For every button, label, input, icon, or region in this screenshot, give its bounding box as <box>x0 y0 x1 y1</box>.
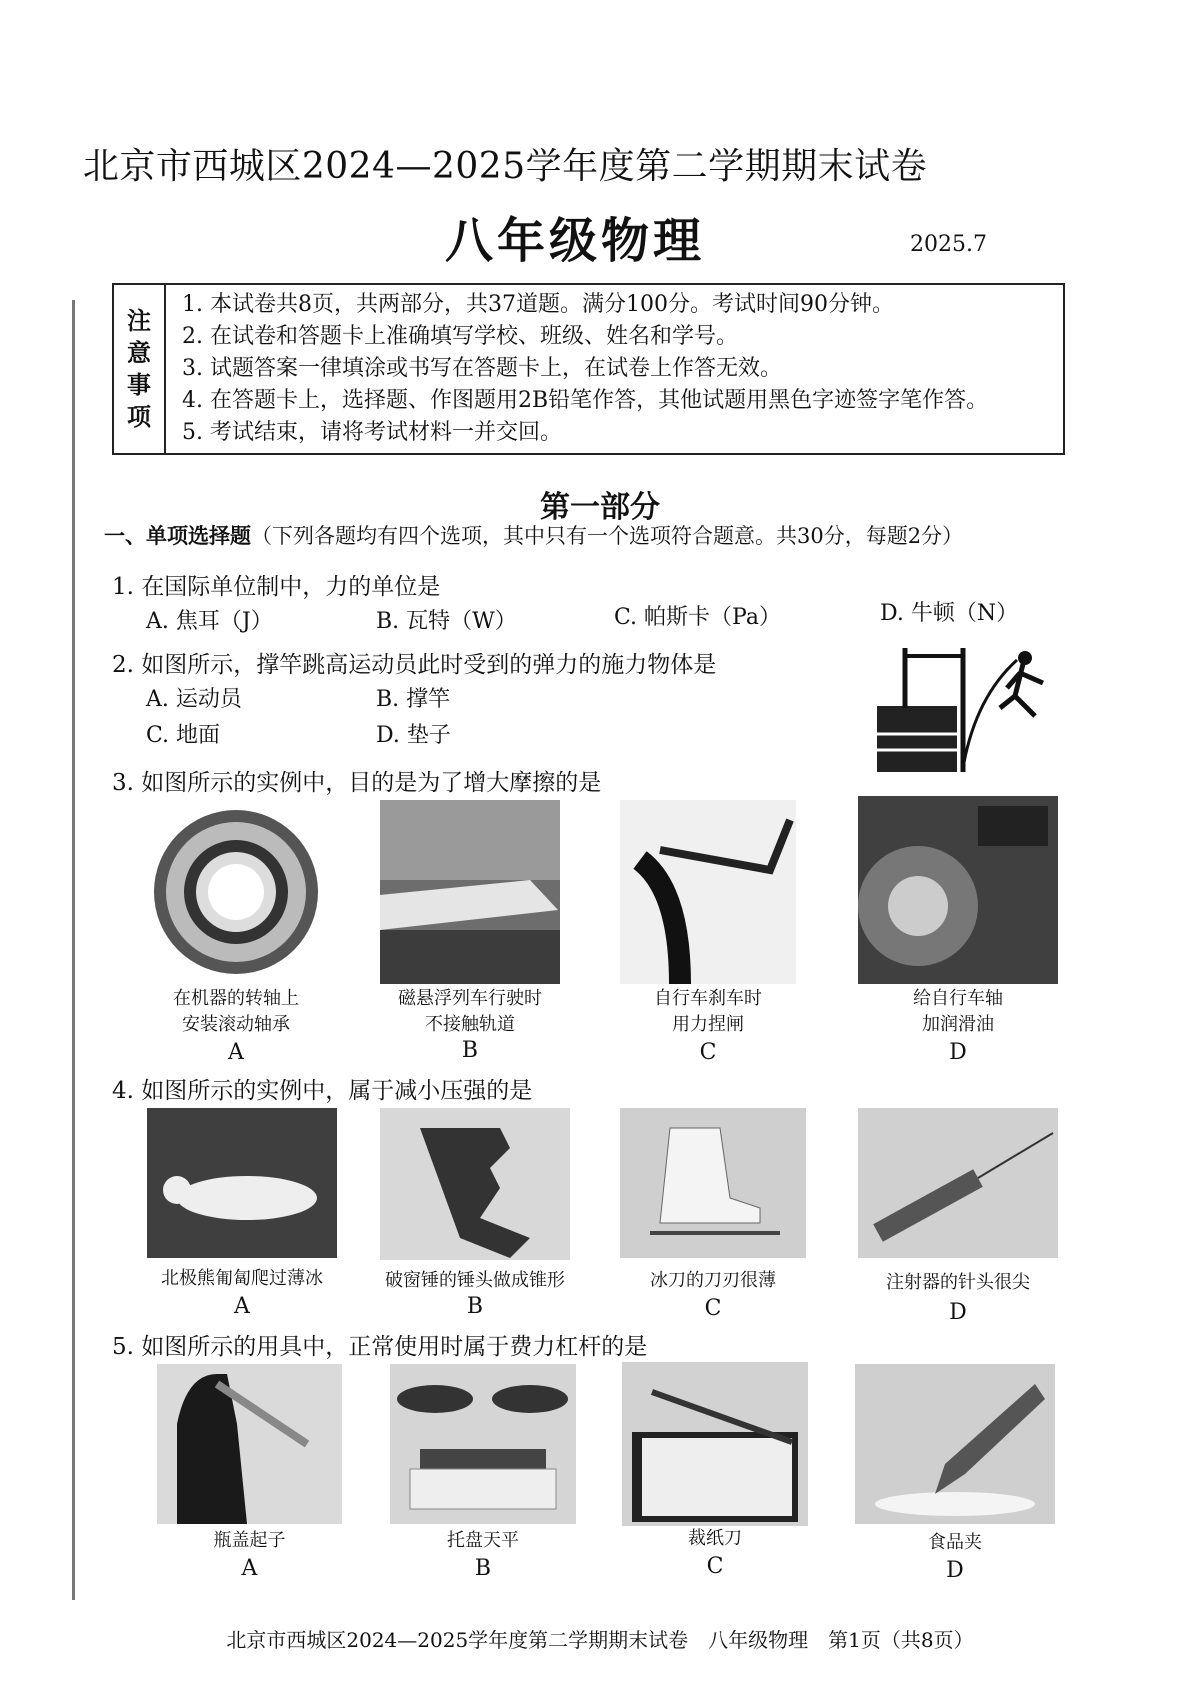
q1-option-b: B. 瓦特（W） <box>376 609 517 634</box>
q1-option-c: C. 帕斯卡（Pa） <box>614 605 781 630</box>
q5-letter-a: A <box>241 1556 258 1581</box>
q5-letter-b: B <box>474 1556 492 1581</box>
notice-item: 1. 本试卷共8页，共两部分，共37道题。满分100分。考试时间90分钟。 <box>182 292 894 317</box>
question-4-stem: 4. 如图所示的实例中，属于减小压强的是 <box>112 1078 533 1104</box>
q4-letter-a: A <box>234 1294 250 1319</box>
caption-line: 不接触轨道 <box>425 1014 515 1035</box>
q3-image-c-bike-brake <box>620 800 796 984</box>
notice-items <box>182 289 1062 449</box>
q3-image-a-bearing <box>147 800 325 984</box>
q4-image-d-syringe <box>858 1108 1058 1258</box>
q1-option-d: D. 牛顿（N） <box>880 601 1019 626</box>
caption-line: 给自行车轴 <box>913 988 1003 1009</box>
notice-item: 4. 在答题卡上，选择题、作图题用2B铅笔作答，其他试题用黑色字迹签字笔作答。 <box>182 388 989 413</box>
q5-image-a-bottle-opener <box>157 1364 342 1524</box>
caption-line: 安装滚动轴承 <box>182 1014 290 1035</box>
pole-vault-figure <box>875 638 1050 773</box>
q3-letter-c: C <box>699 1040 717 1065</box>
q5-caption-d: 食品夹 <box>928 1532 982 1553</box>
notice-item: 2. 在试卷和答题卡上准确填写学校、班级、姓名和学号。 <box>182 324 738 349</box>
q5-image-c-paper-cutter <box>622 1362 808 1526</box>
q5-image-b-balance <box>390 1364 576 1524</box>
notice-box <box>112 283 1065 455</box>
q3-caption-c <box>620 986 796 1038</box>
q3-image-d-bike-lubricate <box>858 796 1058 984</box>
q5-caption-a: 瓶盖起子 <box>213 1530 286 1551</box>
q5-letter-d: D <box>946 1558 964 1583</box>
q3-image-b-maglev <box>380 800 560 984</box>
notice-item: 5. 考试结束，请将考试材料一并交回。 <box>182 420 562 445</box>
caption-line: 磁悬浮列车行驶时 <box>398 988 542 1009</box>
question-5-stem: 5. 如图所示的用具中，正常使用时属于费力杠杆的是 <box>112 1334 648 1360</box>
q3-letter-a: A <box>228 1040 244 1065</box>
caption-line: 在机器的转轴上 <box>173 988 299 1009</box>
exam-date: 2025.7 <box>910 232 987 257</box>
q5-letter-c: C <box>706 1554 724 1579</box>
question-1-stem: 1. 在国际单位制中，力的单位是 <box>112 574 441 600</box>
q3-caption-d <box>858 986 1058 1038</box>
q4-letter-d: D <box>949 1300 967 1325</box>
q2-option-d: D. 垫子 <box>376 723 451 748</box>
notice-item: 3. 试题答案一律填涂或书写在答题卡上，在试卷上作答无效。 <box>182 356 782 381</box>
q4-caption-b: 破窗锤的锤头做成锥形 <box>385 1270 565 1291</box>
q3-caption-a <box>147 986 325 1038</box>
notice-label-char: 注 <box>127 306 151 335</box>
subject-title: 八年级物理 <box>444 213 705 269</box>
q4-image-a-polar-bear <box>147 1108 337 1258</box>
notice-label-char: 意 <box>127 338 151 367</box>
q5-image-d-food-tongs <box>855 1364 1055 1524</box>
caption-line: 用力捏闸 <box>672 1014 744 1035</box>
notice-label <box>114 285 166 453</box>
section-title <box>104 520 963 550</box>
section-name: 一、单项选择题 <box>104 523 251 548</box>
question-3-stem: 3. 如图所示的实例中，目的是为了增大摩擦的是 <box>112 770 602 796</box>
q4-caption-a: 北极熊匍匐爬过薄冰 <box>161 1268 323 1289</box>
caption-line: 加润滑油 <box>922 1014 994 1035</box>
caption-line: 自行车刹车时 <box>654 988 762 1009</box>
section-description: （下列各题均有四个选项，其中只有一个选项符合题意。共30分，每题2分） <box>251 524 964 548</box>
question-2-stem: 2. 如图所示，撑竿跳高运动员此时受到的弹力的施力物体是 <box>112 652 717 678</box>
q4-letter-c: C <box>704 1296 722 1321</box>
notice-label-char: 事 <box>127 370 151 399</box>
q4-letter-b: B <box>466 1294 484 1319</box>
q2-option-c: C. 地面 <box>146 723 221 748</box>
part-title: 第一部分 <box>540 490 660 525</box>
q1-option-a: A. 焦耳（J） <box>146 609 273 634</box>
notice-label-char: 项 <box>127 402 151 431</box>
q3-letter-b: B <box>461 1038 479 1063</box>
q4-caption-d: 注射器的针头很尖 <box>886 1272 1030 1293</box>
q5-caption-c: 裁纸刀 <box>688 1528 742 1549</box>
q4-image-c-ice-skates <box>620 1108 806 1258</box>
q5-caption-b: 托盘天平 <box>447 1530 519 1551</box>
q2-option-a: A. 运动员 <box>146 687 242 712</box>
exam-title: 北京市西城区2024—2025学年度第二学期期末试卷 <box>82 146 928 187</box>
q3-caption-b <box>375 986 565 1038</box>
q4-caption-c: 冰刀的刀刃很薄 <box>650 1270 776 1291</box>
q4-image-b-safety-hammer <box>380 1108 570 1260</box>
page-footer: 北京市西城区2024—2025学年度第二学期期末试卷 八年级物理 第1页（共8页） <box>226 1628 974 1652</box>
q2-option-b: B. 撑竿 <box>376 687 451 712</box>
q3-letter-d: D <box>949 1040 967 1065</box>
